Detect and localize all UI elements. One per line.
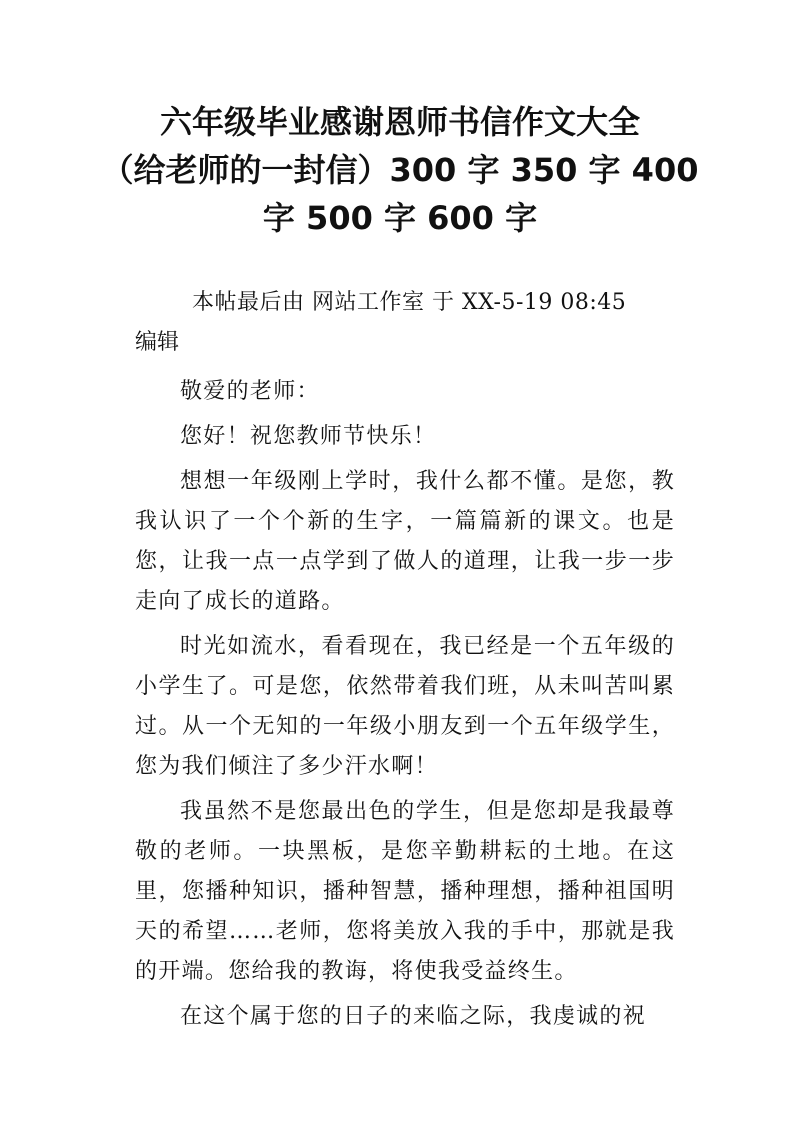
- document-title: [100, 98, 700, 242]
- post-meta-line: 本帖最后由 网站工作室 于 XX-5-19 08:45: [192, 290, 627, 315]
- title-line-2: （给老师的一封信）300 字 350 字 400: [101, 151, 699, 189]
- document-body: [135, 283, 675, 1037]
- greeting-paragraph: 您好！祝您教师节快乐！: [180, 424, 437, 449]
- body-paragraph-2: 时光如流水，看看现在，我已经是一个五年级的小学生了。可是您，依然带着我们班，从未叫苦叫累过。从一个无知的一年级小朋友到一个五年级学生，您为我们倾注了多少汗水啊！: [135, 634, 675, 779]
- body-paragraph-3: 我虽然不是您最出色的学生，但是您却是我最尊敬的老师。一块黑板，是您辛勤耕耘的土地。在这里，您播种知识，播种智慧，播种理想，播种祖国明天的希望……老师，您将美放入我的手中，那就是我的开端。您给我的教诲，将使我受益终生。: [135, 799, 675, 984]
- title-line-3: 字 500 字 600 字: [262, 199, 538, 237]
- body-paragraph-1: 想想一年级刚上学时，我什么都不懂。是您，教我认识了一个个新的生字，一篇篇新的课文。也是您，让我一点一点学到了做人的道理，让我一步一步走向了成长的道路。: [135, 469, 675, 614]
- body-paragraph-4: 在这个属于您的日子的来临之际，我虔诚的祝: [180, 1004, 647, 1029]
- post-meta: [135, 283, 675, 363]
- title-line-1: 六年级毕业感谢恩师书信作文大全: [159, 103, 640, 141]
- post-meta-edit: 编辑: [135, 330, 180, 355]
- salutation: 敬爱的老师：: [180, 379, 320, 404]
